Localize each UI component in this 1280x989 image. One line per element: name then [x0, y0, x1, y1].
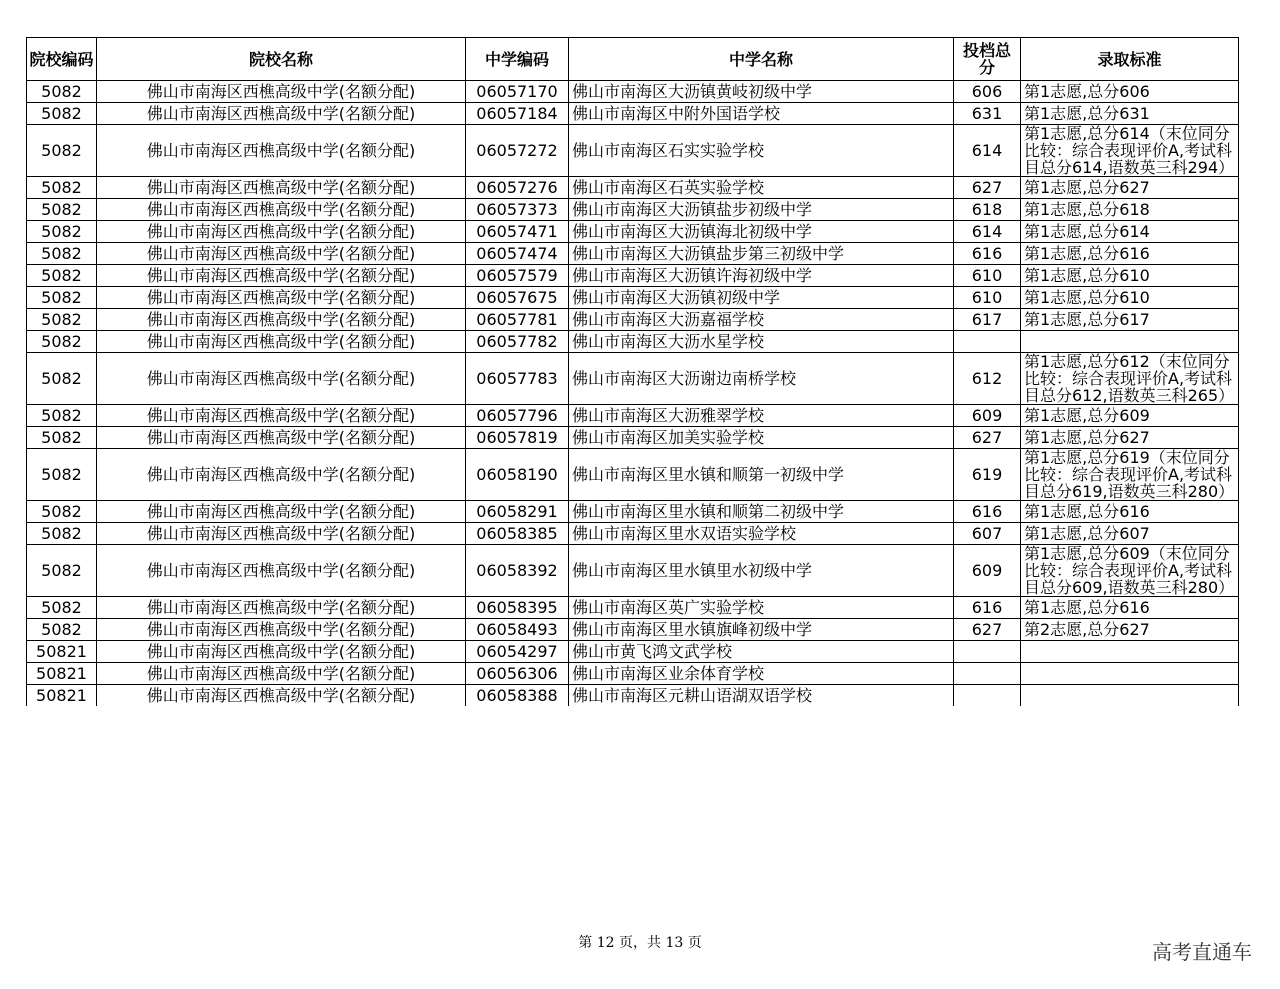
- cell-score: [954, 331, 1021, 353]
- cell-standard: 第1志愿,总分614: [1021, 221, 1239, 243]
- cell-score: 606: [954, 81, 1021, 103]
- cell-middle-code: 06057276: [466, 177, 569, 199]
- header-middle-name: 中学名称: [569, 38, 954, 81]
- cell-standard: 第1志愿,总分616: [1021, 243, 1239, 265]
- cell-middle-code: 06058385: [466, 523, 569, 545]
- cell-middle-code: 06058190: [466, 449, 569, 501]
- cell-school-code: 5082: [27, 243, 97, 265]
- cell-school-name: 佛山市南海区西樵高级中学(名额分配): [97, 663, 466, 685]
- cell-school-name: 佛山市南海区西樵高级中学(名额分配): [97, 501, 466, 523]
- table-row: [27, 685, 1239, 707]
- cell-score: [954, 641, 1021, 663]
- header-standard: 录取标准: [1021, 38, 1239, 81]
- cell-middle-name: 佛山市南海区里水镇和顺第一初级中学: [569, 449, 954, 501]
- cell-middle-name: 佛山市南海区大沥雅翠学校: [569, 405, 954, 427]
- cell-school-code: 5082: [27, 103, 97, 125]
- cell-score: 619: [954, 449, 1021, 501]
- cell-school-name: 佛山市南海区西樵高级中学(名额分配): [97, 125, 466, 177]
- cell-score: 609: [954, 545, 1021, 597]
- cell-school-code: 5082: [27, 199, 97, 221]
- cell-middle-name: 佛山市南海区大沥镇盐步初级中学: [569, 199, 954, 221]
- cell-standard: 第1志愿,总分610: [1021, 287, 1239, 309]
- cell-school-code: 50821: [27, 641, 97, 663]
- table-row: [27, 177, 1239, 199]
- cell-standard: 第1志愿,总分609: [1021, 405, 1239, 427]
- table-row: [27, 449, 1239, 501]
- cell-score: 610: [954, 287, 1021, 309]
- table-body: [27, 81, 1239, 707]
- table-row: [27, 523, 1239, 545]
- cell-standard: [1021, 685, 1239, 707]
- cell-standard: 第1志愿,总分619（末位同分比较：综合表现评价A,考试科目总分619,语数英三科280）: [1021, 449, 1239, 501]
- cell-school-code: 5082: [27, 221, 97, 243]
- cell-middle-name: 佛山市南海区大沥镇黄岐初级中学: [569, 81, 954, 103]
- cell-school-name: 佛山市南海区西樵高级中学(名额分配): [97, 685, 466, 707]
- cell-middle-code: 06054297: [466, 641, 569, 663]
- table-row: [27, 243, 1239, 265]
- cell-standard: 第1志愿,总分627: [1021, 427, 1239, 449]
- cell-school-code: 5082: [27, 81, 97, 103]
- cell-school-code: 50821: [27, 685, 97, 707]
- cell-score: 631: [954, 103, 1021, 125]
- cell-school-code: 5082: [27, 265, 97, 287]
- cell-standard: [1021, 663, 1239, 685]
- watermark: 高考直通车: [1152, 940, 1252, 964]
- cell-standard: 第1志愿,总分617: [1021, 309, 1239, 331]
- cell-score: 618: [954, 199, 1021, 221]
- cell-score: 607: [954, 523, 1021, 545]
- table-row: [27, 405, 1239, 427]
- cell-school-code: 5082: [27, 619, 97, 641]
- cell-school-code: 5082: [27, 287, 97, 309]
- cell-school-name: 佛山市南海区西樵高级中学(名额分配): [97, 597, 466, 619]
- table-row: [27, 501, 1239, 523]
- cell-school-name: 佛山市南海区西樵高级中学(名额分配): [97, 427, 466, 449]
- cell-score: 627: [954, 177, 1021, 199]
- cell-standard: 第1志愿,总分606: [1021, 81, 1239, 103]
- cell-middle-code: 06058392: [466, 545, 569, 597]
- cell-school-name: 佛山市南海区西樵高级中学(名额分配): [97, 405, 466, 427]
- cell-middle-code: 06058388: [466, 685, 569, 707]
- cell-school-name: 佛山市南海区西樵高级中学(名额分配): [97, 177, 466, 199]
- cell-middle-name: 佛山市南海区石英实验学校: [569, 177, 954, 199]
- cell-score: 612: [954, 353, 1021, 405]
- cell-middle-code: 06057579: [466, 265, 569, 287]
- cell-middle-code: 06057782: [466, 331, 569, 353]
- cell-school-code: 5082: [27, 331, 97, 353]
- cell-middle-code: 06057796: [466, 405, 569, 427]
- cell-middle-name: 佛山市黄飞鸿文武学校: [569, 641, 954, 663]
- table-row: [27, 353, 1239, 405]
- cell-school-code: 5082: [27, 177, 97, 199]
- header-school-name: 院校名称: [97, 38, 466, 81]
- cell-score: 616: [954, 597, 1021, 619]
- cell-middle-name: 佛山市南海区里水镇和顺第二初级中学: [569, 501, 954, 523]
- cell-middle-name: 佛山市南海区加美实验学校: [569, 427, 954, 449]
- cell-middle-code: 06057170: [466, 81, 569, 103]
- admission-table: [26, 37, 1239, 706]
- cell-middle-code: 06057184: [466, 103, 569, 125]
- cell-middle-code: 06057474: [466, 243, 569, 265]
- table-row: [27, 427, 1239, 449]
- cell-school-code: 5082: [27, 597, 97, 619]
- cell-school-code: 5082: [27, 545, 97, 597]
- table-row: [27, 641, 1239, 663]
- cell-middle-code: 06058395: [466, 597, 569, 619]
- cell-middle-name: 佛山市南海区业余体育学校: [569, 663, 954, 685]
- cell-standard: 第1志愿,总分618: [1021, 199, 1239, 221]
- page-number: 第 12 页，共 13 页: [578, 935, 702, 951]
- cell-standard: 第1志愿,总分609（末位同分比较：综合表现评价A,考试科目总分609,语数英三科280）: [1021, 545, 1239, 597]
- cell-school-code: 5082: [27, 501, 97, 523]
- table-row: [27, 619, 1239, 641]
- table-row: [27, 597, 1239, 619]
- cell-middle-code: 06057819: [466, 427, 569, 449]
- cell-school-name: 佛山市南海区西樵高级中学(名额分配): [97, 523, 466, 545]
- cell-school-code: 5082: [27, 125, 97, 177]
- cell-school-name: 佛山市南海区西樵高级中学(名额分配): [97, 265, 466, 287]
- cell-middle-name: 佛山市南海区中附外国语学校: [569, 103, 954, 125]
- cell-standard: 第1志愿,总分607: [1021, 523, 1239, 545]
- table-row: [27, 309, 1239, 331]
- cell-middle-code: 06057783: [466, 353, 569, 405]
- cell-school-name: 佛山市南海区西樵高级中学(名额分配): [97, 103, 466, 125]
- cell-school-code: 5082: [27, 523, 97, 545]
- table-row: [27, 331, 1239, 353]
- table-row: [27, 81, 1239, 103]
- cell-school-name: 佛山市南海区西樵高级中学(名额分配): [97, 287, 466, 309]
- cell-school-name: 佛山市南海区西樵高级中学(名额分配): [97, 309, 466, 331]
- cell-school-name: 佛山市南海区西樵高级中学(名额分配): [97, 243, 466, 265]
- cell-school-name: 佛山市南海区西樵高级中学(名额分配): [97, 331, 466, 353]
- cell-school-code: 5082: [27, 353, 97, 405]
- cell-standard: 第1志愿,总分627: [1021, 177, 1239, 199]
- cell-middle-code: 06058291: [466, 501, 569, 523]
- cell-standard: 第1志愿,总分612（末位同分比较：综合表现评价A,考试科目总分612,语数英三科265）: [1021, 353, 1239, 405]
- cell-score: 614: [954, 221, 1021, 243]
- cell-score: 627: [954, 619, 1021, 641]
- cell-school-name: 佛山市南海区西樵高级中学(名额分配): [97, 353, 466, 405]
- table-row: [27, 663, 1239, 685]
- table-row: [27, 221, 1239, 243]
- cell-standard: [1021, 641, 1239, 663]
- table-row: [27, 125, 1239, 177]
- cell-middle-code: 06057373: [466, 199, 569, 221]
- cell-school-name: 佛山市南海区西樵高级中学(名额分配): [97, 619, 466, 641]
- cell-school-name: 佛山市南海区西樵高级中学(名额分配): [97, 449, 466, 501]
- table-row: [27, 287, 1239, 309]
- table-row: [27, 199, 1239, 221]
- cell-school-code: 5082: [27, 427, 97, 449]
- cell-middle-name: 佛山市南海区英广实验学校: [569, 597, 954, 619]
- cell-middle-code: 06058493: [466, 619, 569, 641]
- table-row: [27, 265, 1239, 287]
- cell-standard: [1021, 331, 1239, 353]
- cell-school-code: 5082: [27, 449, 97, 501]
- cell-middle-name: 佛山市南海区里水镇旗峰初级中学: [569, 619, 954, 641]
- cell-score: 610: [954, 265, 1021, 287]
- cell-middle-code: 06057272: [466, 125, 569, 177]
- table-row: [27, 103, 1239, 125]
- cell-middle-name: 佛山市南海区大沥嘉福学校: [569, 309, 954, 331]
- cell-standard: 第1志愿,总分614（末位同分比较：综合表现评价A,考试科目总分614,语数英三科294）: [1021, 125, 1239, 177]
- cell-school-code: 50821: [27, 663, 97, 685]
- cell-school-code: 5082: [27, 405, 97, 427]
- cell-score: 627: [954, 427, 1021, 449]
- cell-score: 614: [954, 125, 1021, 177]
- cell-middle-code: 06057781: [466, 309, 569, 331]
- cell-middle-name: 佛山市南海区里水镇里水初级中学: [569, 545, 954, 597]
- cell-school-name: 佛山市南海区西樵高级中学(名额分配): [97, 221, 466, 243]
- cell-middle-name: 佛山市南海区石实实验学校: [569, 125, 954, 177]
- cell-score: 617: [954, 309, 1021, 331]
- cell-middle-name: 佛山市南海区元耕山语湖双语学校: [569, 685, 954, 707]
- cell-score: 609: [954, 405, 1021, 427]
- table-row: [27, 545, 1239, 597]
- cell-standard: 第1志愿,总分616: [1021, 501, 1239, 523]
- cell-standard: 第2志愿,总分627: [1021, 619, 1239, 641]
- cell-middle-code: 06056306: [466, 663, 569, 685]
- header-middle-code: 中学编码: [466, 38, 569, 81]
- cell-middle-code: 06057675: [466, 287, 569, 309]
- cell-middle-code: 06057471: [466, 221, 569, 243]
- cell-middle-name: 佛山市南海区里水双语实验学校: [569, 523, 954, 545]
- table-header-row: [27, 38, 1239, 81]
- cell-school-name: 佛山市南海区西樵高级中学(名额分配): [97, 545, 466, 597]
- cell-score: [954, 663, 1021, 685]
- cell-school-name: 佛山市南海区西樵高级中学(名额分配): [97, 641, 466, 663]
- header-score: 投档总分: [954, 38, 1021, 81]
- cell-score: 616: [954, 243, 1021, 265]
- cell-middle-name: 佛山市南海区大沥镇海北初级中学: [569, 221, 954, 243]
- cell-middle-name: 佛山市南海区大沥水星学校: [569, 331, 954, 353]
- cell-score: [954, 685, 1021, 707]
- cell-school-name: 佛山市南海区西樵高级中学(名额分配): [97, 81, 466, 103]
- cell-score: 616: [954, 501, 1021, 523]
- cell-standard: 第1志愿,总分631: [1021, 103, 1239, 125]
- cell-school-name: 佛山市南海区西樵高级中学(名额分配): [97, 199, 466, 221]
- cell-middle-name: 佛山市南海区大沥镇初级中学: [569, 287, 954, 309]
- cell-middle-name: 佛山市南海区大沥谢边南桥学校: [569, 353, 954, 405]
- cell-middle-name: 佛山市南海区大沥镇盐步第三初级中学: [569, 243, 954, 265]
- cell-standard: 第1志愿,总分610: [1021, 265, 1239, 287]
- header-school-code: 院校编码: [27, 38, 97, 81]
- cell-standard: 第1志愿,总分616: [1021, 597, 1239, 619]
- cell-school-code: 5082: [27, 309, 97, 331]
- cell-middle-name: 佛山市南海区大沥镇许海初级中学: [569, 265, 954, 287]
